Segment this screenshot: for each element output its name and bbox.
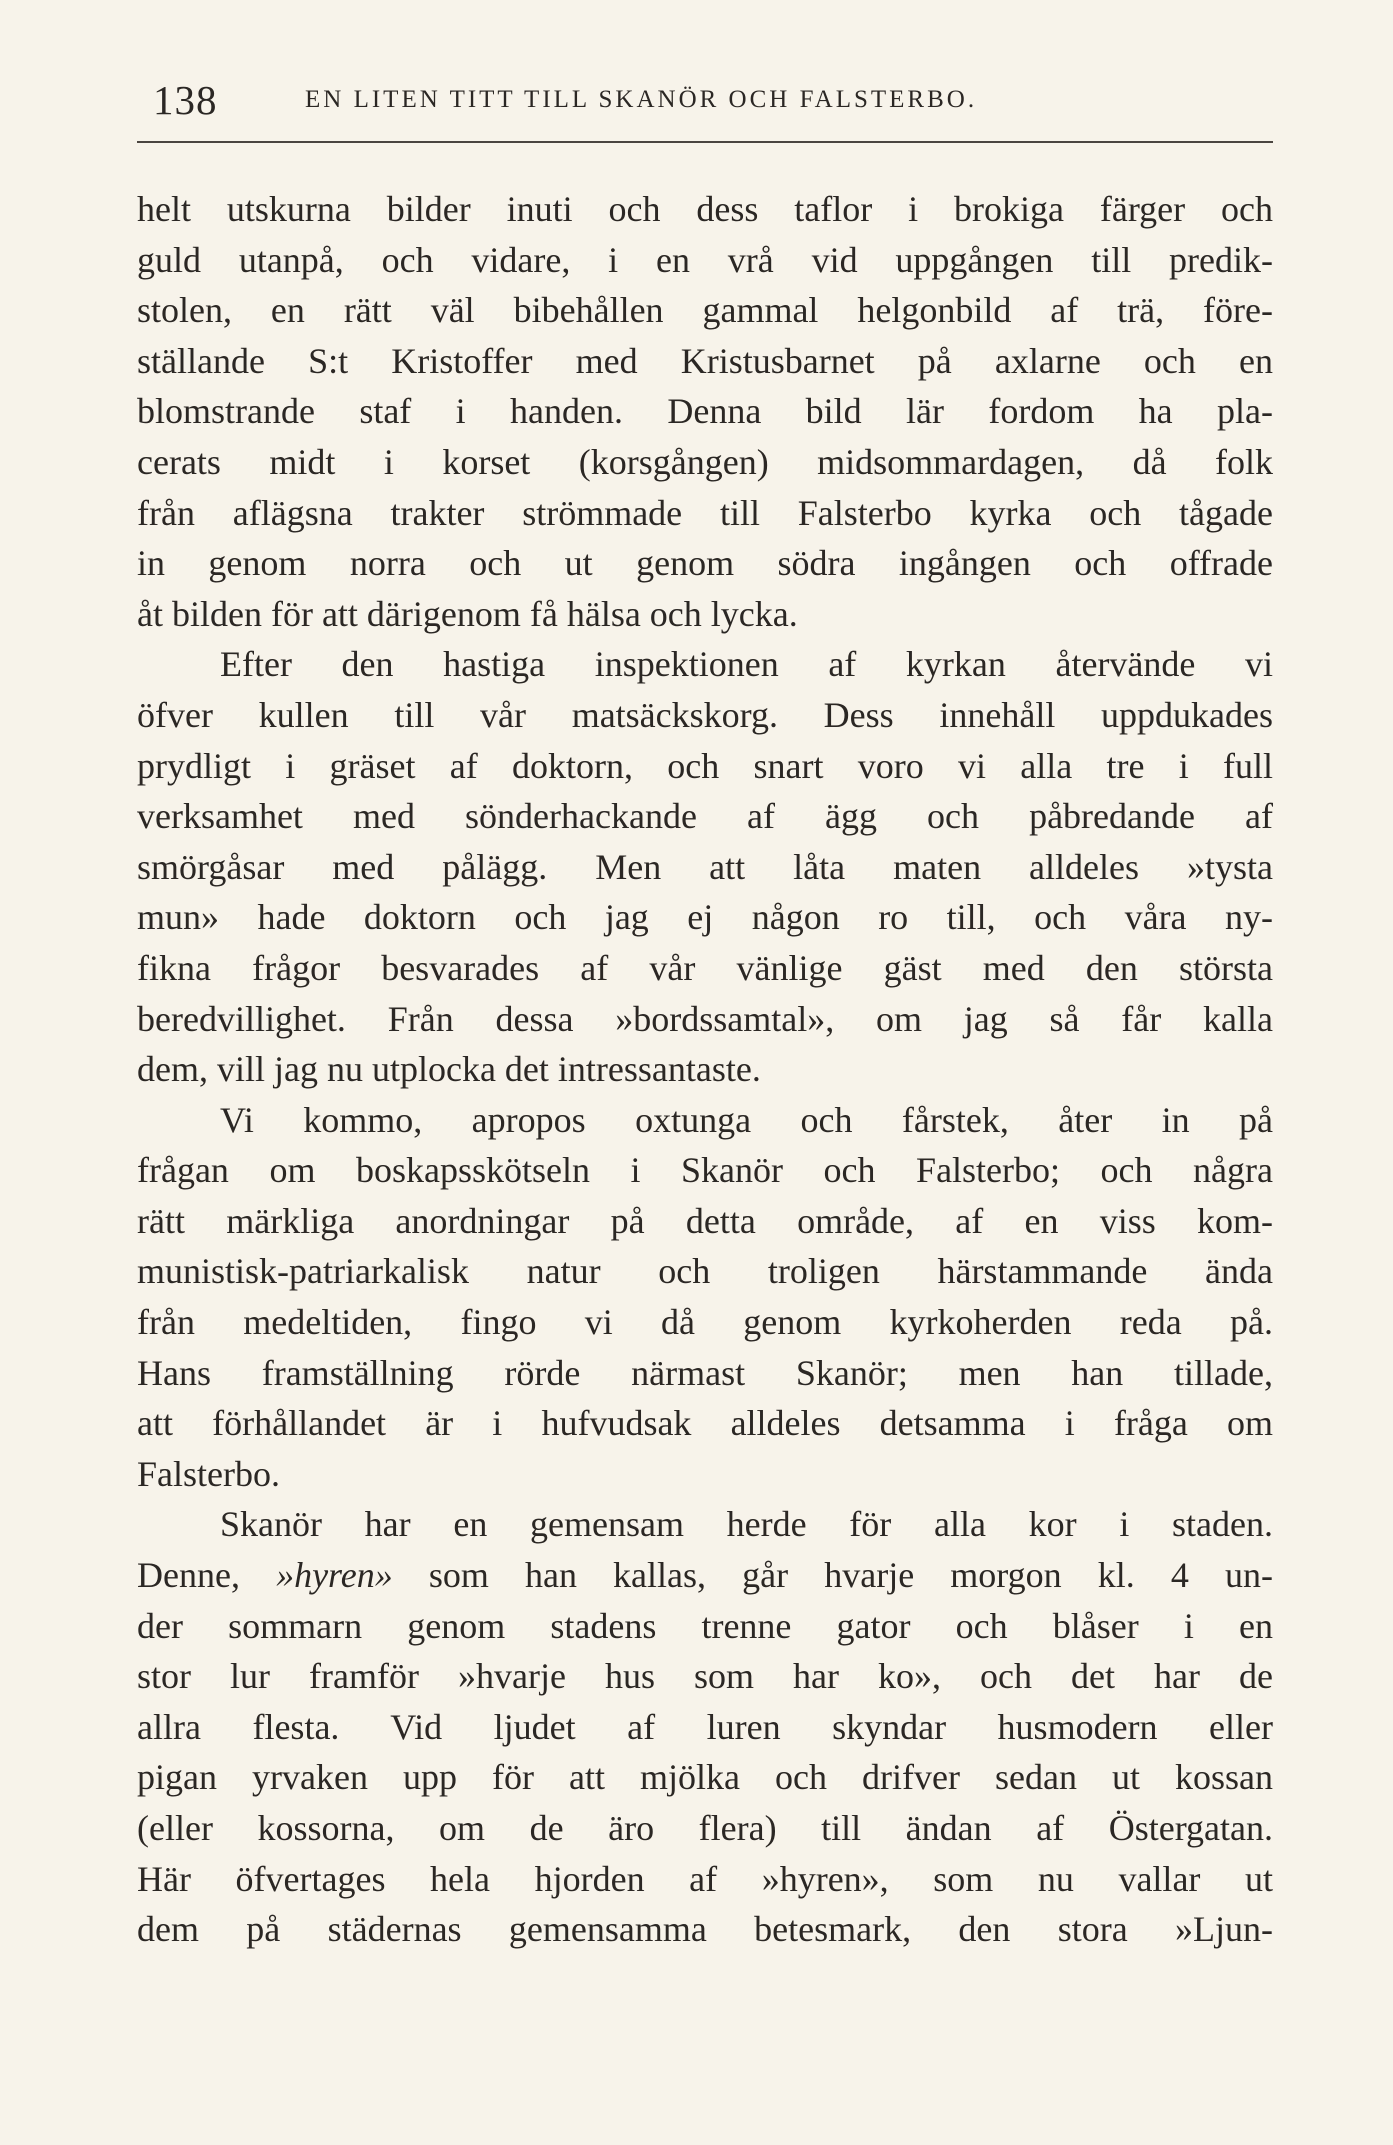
text-line: der sommarn genom stadens trenne gator och blåser i en [137,1605,1273,1646]
text-line: från medeltiden, fingo vi då genom kyrkoherden reda på. [137,1302,1273,1343]
text-line: in genom norra och ut genom södra ingången och offrade [137,543,1273,584]
text-line: cerats midt i korset (korsgången) midsommardagen, då folk [137,441,1273,482]
text-line: Efter den hastiga inspektionen af kyrkan återvände vi [220,644,1273,685]
text-line: dem på städernas gemensamma betesmark, den stora »Ljun- [137,1909,1273,1950]
text-line: från aflägsna trakter strömmade till Falsterbo kyrka och tågade [137,492,1273,533]
italic-term: »hyren» [276,1555,393,1596]
text-line: helt utskurna bilder inuti och dess taflor i brokiga färger och [137,189,1273,229]
text-line: blomstrande staf i handen. Denna bild lär fordom ha pla- [137,391,1273,432]
text-line: frågan om boskapsskötseln i Skanör och Falsterbo; och några [137,1150,1273,1191]
text-line: ställande S:t Kristoffer med Kristusbarnet på axlarne och en [137,340,1273,381]
text-line: verksamhet med sönderhackande af ägg och påbredande af [137,796,1273,837]
text-line: stor lur framför »hvarje hus som har ko», och det har de [137,1656,1273,1697]
body-text [137,184,1273,1955]
text-line: munistisk-patriarkalisk natur och troligen härstammande ända [137,1251,1273,1292]
text-line: allra flesta. Vid ljudet af luren skyndar husmodern eller [137,1706,1273,1747]
text-line: mun» hade doktorn och jag ej någon ro till, och våra ny- [137,897,1273,938]
running-title: EN LITEN TITT TILL SKANÖR OCH FALSTERBO. [305,86,978,113]
text-line: åt bilden för att därigenom få hälsa och lycka. [137,593,798,634]
text-line: Hans framställning rörde närmast Skanör; men han tillade, [137,1352,1273,1393]
text-line: Här öfvertages hela hjorden af »hyren», som nu vallar ut [137,1858,1273,1899]
text-line: dem, vill jag nu utplocka det intressantaste. [137,1049,761,1090]
text-line-denne [137,1550,1273,1601]
page-number: 138 [153,77,218,123]
header-rule [137,141,1273,143]
text-line: Falsterbo. [137,1453,280,1494]
running-head [137,76,1273,126]
text-line: fikna frågor besvarades af vår vänlige gäst med den största [137,947,1273,988]
text-line: stolen, en rätt väl bibehållen gammal helgonbild af trä, före- [137,290,1273,331]
text-line: pigan yrvaken upp för att mjölka och drifver sedan ut kossan [137,1757,1273,1798]
text-line: smörgåsar med pålägg. Men att låta maten alldeles »tysta [137,846,1273,887]
text-line: beredvillighet. Från dessa »bordssamtal», om jag så får kalla [137,998,1273,1039]
text-line: prydligt i gräset af doktorn, och snart voro vi alla tre i full [137,745,1273,786]
text-line: guld utanpå, och vidare, i en vrå vid uppgången till predik- [137,239,1273,280]
line-segment: som han kallas, går hvarje morgon kl. 4 un- [392,1555,1273,1596]
text-line: att förhållandet är i hufvudsak alldeles detsamma i fråga om [137,1403,1273,1444]
text-line: (eller kossorna, om de äro flera) till ändan af Östergatan. [137,1808,1273,1848]
text-line: öfver kullen till vår matsäckskorg. Dess innehåll uppdukades [137,694,1273,735]
text-line: Skanör har en gemensam herde för alla kor i staden. [220,1504,1273,1545]
text-line: Vi kommo, apropos oxtunga och fårstek, åter in på [220,1099,1273,1140]
text-line: rätt märkliga anordningar på detta område, af en viss kom- [137,1200,1273,1241]
line-segment: Denne, [137,1555,277,1596]
